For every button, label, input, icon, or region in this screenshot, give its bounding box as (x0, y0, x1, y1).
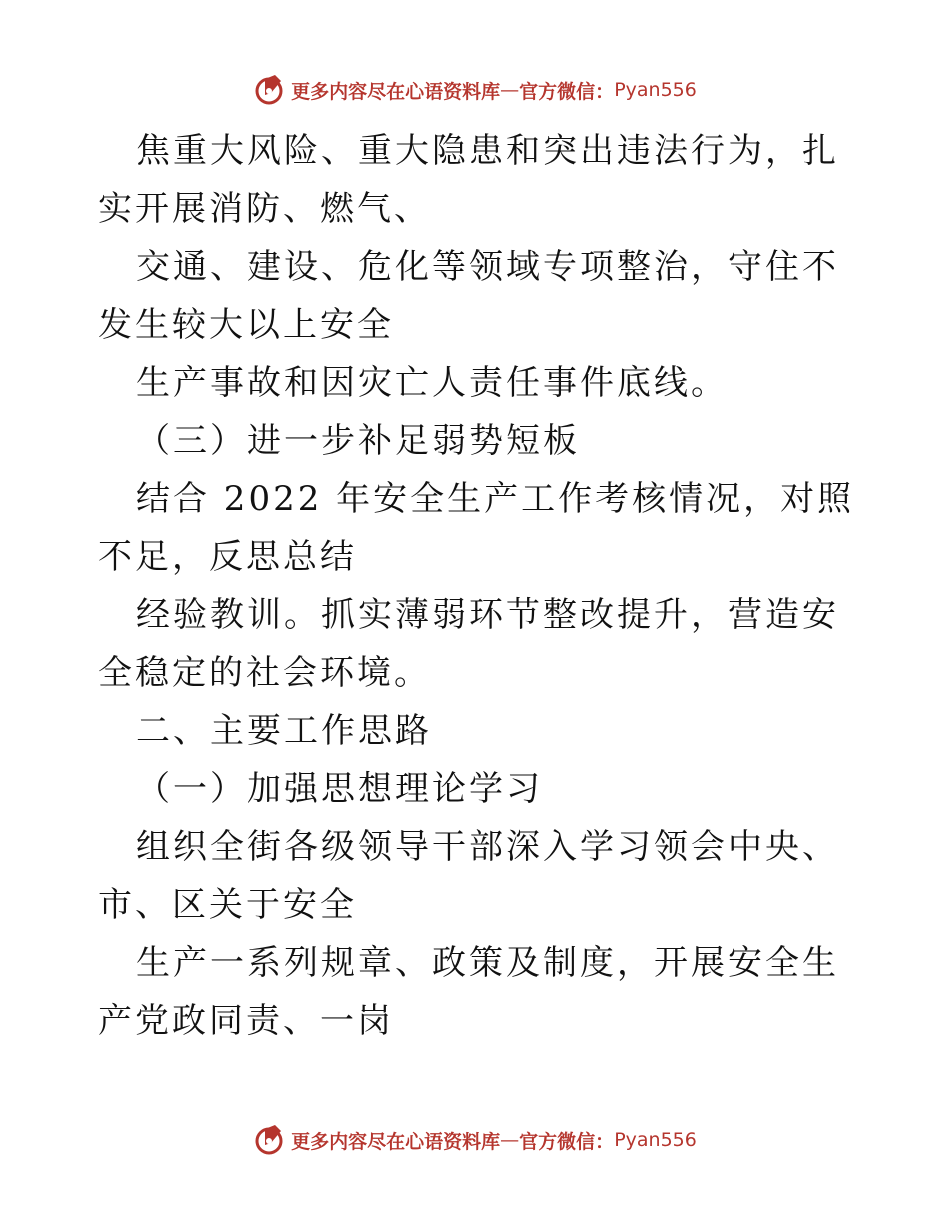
subsection-heading-1: （一）加强思想理论学习 (136, 769, 543, 809)
paragraph-6: 组织全街各级领导干部深入学习领会中央、市、区关于安全 (98, 827, 839, 925)
banner-text: 更多内容尽在心语资料库 (291, 1130, 501, 1153)
paragraph-4: 结合 2022 年安全生产工作考核情况，对照不足，反思总结 (98, 479, 855, 577)
pen-logo-icon (253, 1123, 287, 1157)
paragraph-3: 生产事故和因灾亡人责任事件底线。 (136, 363, 728, 403)
paragraph-7: 生产一系列规章、政策及制度，开展安全生产党政同责、一岗 (98, 943, 839, 1041)
paragraph-5: 经验教训。抓实薄弱环节整改提升，营造安全稳定的社会环境。 (98, 595, 839, 693)
banner-wechat-id: Pyan556 (614, 1129, 697, 1151)
section-heading-2: 二、主要工作思路 (136, 711, 432, 751)
banner-wechat-label: 官方微信： (519, 80, 615, 103)
banner-wechat-label: 官方微信： (519, 1130, 615, 1153)
section-heading-3: （三）进一步补足弱势短板 (136, 421, 580, 461)
pen-logo-icon (253, 73, 287, 107)
banner-separator: — (500, 79, 520, 101)
banner-wechat-id: Pyan556 (614, 79, 697, 101)
footer-watermark-banner (0, 1120, 950, 1160)
paragraph-2: 交通、建设、危化等领域专项整治，守住不发生较大以上安全 (98, 247, 839, 345)
banner-separator: — (500, 1129, 520, 1151)
paragraph-1: 焦重大风险、重大隐患和突出违法行为，扎实开展消防、燃气、 (98, 131, 839, 229)
document-body (98, 122, 856, 1050)
header-watermark-banner (0, 70, 950, 110)
banner-text: 更多内容尽在心语资料库 (291, 80, 501, 103)
